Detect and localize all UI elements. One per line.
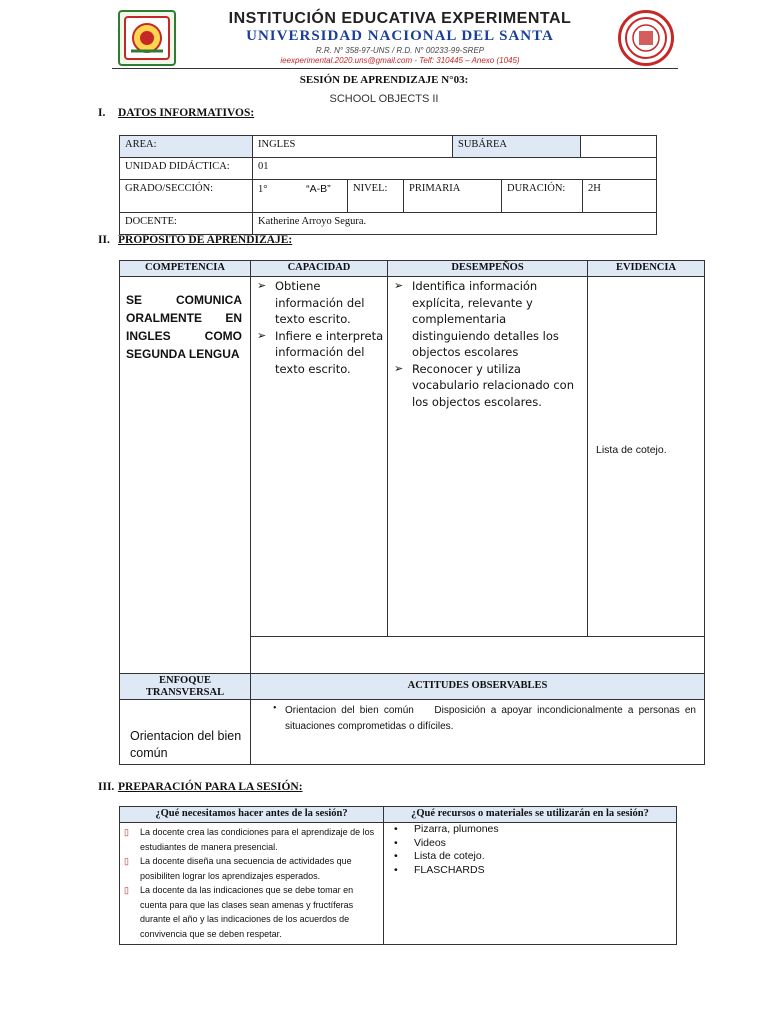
nivel-label: NIVEL: [347, 179, 404, 213]
bullet-box-icon: ▯ [124, 856, 129, 866]
header-divider [112, 68, 678, 69]
capacidad-cell [250, 276, 388, 637]
actitud-name: Orientacion del bien común [285, 705, 414, 716]
desempenos-cell [387, 276, 588, 637]
unidad-value: 01 [252, 157, 657, 180]
area-value: INGLES [252, 135, 453, 158]
unidad-label: UNIDAD DIDÁCTICA: [119, 157, 253, 180]
capacidad-item: ➢ Infiere e interpreta información del texto escrito. [251, 328, 387, 378]
section-title: PROPOSITO DE APRENDIZAJE: [118, 234, 293, 246]
material-item: • Videos [384, 837, 676, 851]
section-3-heading [98, 781, 303, 793]
institution-name: INSTITUCIÓN EDUCATIVA EXPERIMENTAL [228, 10, 572, 27]
subarea-label: SUBÁREA [452, 135, 581, 158]
bullet-box-icon: ▯ [124, 827, 129, 837]
university-name: UNIVERSIDAD NACIONAL DEL SANTA [246, 28, 554, 44]
section-number: I. [98, 107, 106, 119]
section-1-heading [98, 107, 254, 119]
enfoque-header: ENFOQUE TRANSVERSAL [119, 673, 251, 700]
material-item: • FLASCHARDS [384, 864, 676, 878]
desempeno-item: ➢ Reconocer y utiliza vocabulario relacionado con los objectos escolares. [388, 361, 581, 411]
prep-before-item: ▯ La docente crea las condiciones para el aprendizaje de los estudiantes de manera presencial. [124, 827, 375, 852]
material-item: • Pizarra, plumones [384, 823, 676, 837]
material-item: • Lista de cotejo. [384, 850, 676, 864]
duracion-value: 2H [582, 179, 657, 213]
prep-before-item: ▯ La docente da las indicaciones que se debe tomar en cuenta para que las clases sean amenas y fructíferas durante el año y las indicaciones de los acuerdos de convivencia que se deben respetar. [124, 885, 354, 939]
evidencia-cell [587, 276, 705, 637]
section-title: PREPARACIÓN PARA LA SESIÓN: [118, 781, 303, 793]
bullet-box-icon: ▯ [124, 885, 129, 895]
subarea-value [580, 135, 657, 158]
seccion-value: “A-B” [306, 183, 331, 195]
docente-label: DOCENTE: [119, 212, 253, 235]
grado-value: 1° [258, 184, 268, 195]
prep-before-cell [119, 822, 384, 945]
enfoque-value: Orientacion del bien común [130, 729, 242, 760]
school-crest-icon [118, 10, 176, 66]
grado-label: GRADO/SECCIÓN: [119, 179, 253, 213]
evidencia-header: EVIDENCIA [587, 260, 705, 277]
contact-text: ieexperimental.2020.uns@gmail.com - Telf: 310445 – Anexo (1045) [280, 56, 520, 65]
section-title: DATOS INFORMATIVOS: [118, 107, 255, 119]
section-number: II. [98, 234, 110, 246]
evidencia-value: Lista de cotejo. [596, 444, 667, 456]
blank-row [250, 636, 705, 674]
capacidad-header: CAPACIDAD [250, 260, 388, 277]
actitudes-cell [250, 699, 705, 765]
prep-col2-header: ¿Qué recursos o materiales se utilizarán en la sesión? [383, 806, 677, 823]
prep-materials-cell [383, 822, 677, 945]
resolution-text: R.R. N° 358-97-UNS / R.D. N° 00233-99-SREP [315, 46, 485, 55]
prep-col1-header: ¿Qué necesitamos hacer antes de la sesión? [119, 806, 384, 823]
document-header [112, 8, 678, 70]
capacidad-item: ➢ Obtiene información del texto escrito. [251, 278, 387, 328]
enfoque-cell [119, 699, 251, 765]
section-number: III. [98, 781, 115, 793]
session-title: SESIÓN DE APRENDIZAJE N°03: [299, 74, 469, 86]
area-label: AREA: [119, 135, 253, 158]
nivel-value: PRIMARIA [403, 179, 502, 213]
competencia-text: SE COMUNICA ORALMENTE EN INGLES COMO SEGUNDA LENGUA [126, 293, 242, 361]
grado-cell [252, 179, 348, 213]
desempeno-item: ➢ Identifica información explícita, relevante y complementaria distinguiendo detalles los objectos escolares [388, 278, 581, 361]
session-subtitle: SCHOOL OBJECTS II [329, 93, 439, 105]
docente-value: Katherine Arroyo Segura. [252, 212, 657, 235]
university-seal-icon [618, 10, 674, 66]
bullet-dot-icon: • [273, 703, 277, 714]
actitudes-header: ACTITUDES OBSERVABLES [250, 673, 705, 700]
competencia-cell [119, 276, 251, 674]
actitud-text [285, 703, 696, 735]
desempenos-header: DESEMPEÑOS [387, 260, 588, 277]
duracion-label: DURACIÓN: [501, 179, 583, 213]
competencia-header: COMPETENCIA [119, 260, 251, 277]
actitud-desc: Disposición a apoyar incondicionalmente a personas en situaciones comprometidas o difíciles. [285, 705, 696, 732]
prep-before-item: ▯ La docente diseña una secuencia de actividades que posibiliten lograr los aprendizajes esperados. [124, 856, 352, 881]
section-2-heading [98, 234, 292, 246]
